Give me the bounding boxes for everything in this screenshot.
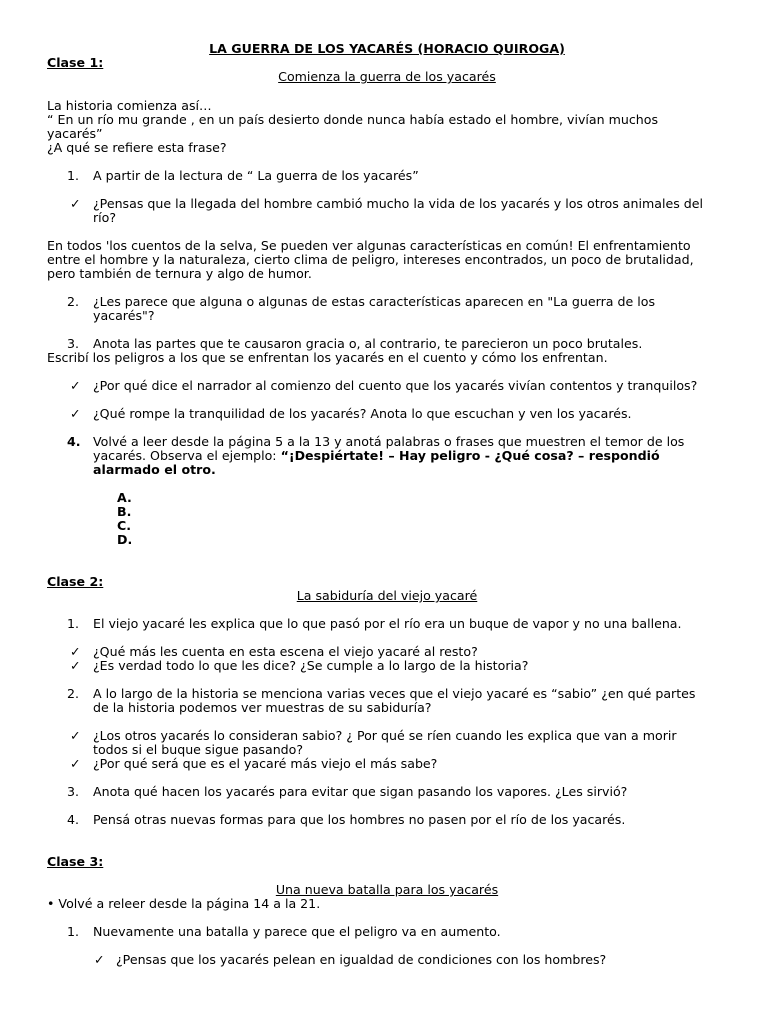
item-number: 4. [67,812,80,827]
clase-2-subtitle: La sabiduría del viejo yacaré [296,588,478,603]
quote-line-1: “ En un río mu grande , en un país desierto donde nunca había estado el hombre, vivían muchos [47,112,659,127]
item-text: ¿Qué rompe la tranquilidad de los yacarés? Anota lo que escuchan y ven los yacarés. [93,406,632,421]
list-item [47,785,727,799]
check-icon: ✓ [70,756,81,771]
instruction-text: Escribí los peligros a los que se enfrentan los yacarés en el cuento y cómo los enfrentan. [47,350,608,365]
list-item [47,687,727,715]
item-number: 1. [67,616,80,631]
item-text: Anota qué hacen los yacarés para evitar que sigan pasando los vapores. ¿Les sirvió? [93,784,628,799]
item-text: ¿Es verdad todo lo que les dice? ¿Se cumple a lo largo de la historia? [93,658,529,673]
letter-item: D. [117,532,133,547]
document-page [47,42,727,967]
item-number: 1. [67,924,80,939]
clase-2-label: Clase 2: [47,574,104,589]
item-text: yacarés"? [93,308,155,323]
check-item [47,407,727,421]
check-item [47,659,727,673]
list-item [47,813,727,827]
clase-3-label: Clase 3: [47,854,104,869]
letter-item: B. [117,504,132,519]
list-item [47,169,727,183]
check-icon: ✓ [94,952,105,967]
item-text: ¿Por qué será que es el yacaré más viejo el más sabe? [93,756,438,771]
letter-item: A. [117,490,132,505]
bullet-text: • Volvé a releer desde la página 14 a la 21. [47,896,321,911]
check-icon: ✓ [70,658,81,673]
clase-1-subtitle: Comienza la guerra de los yacarés [278,69,496,84]
list-item [47,295,727,323]
letter-item: C. [117,518,132,533]
check-icon: ✓ [70,728,81,743]
item-number: 2. [67,686,80,701]
item-number: 4. [67,434,81,449]
quote-line-2: yacarés” [47,126,103,141]
item-text: todos si el buque sigue pasando? [93,742,304,757]
item-text-part: yacarés. Observa el ejemplo: [93,448,281,463]
example-text: “¡Despiértate! – Hay peligro - ¿Qué cosa? – respondió [280,448,660,463]
item-text: ¿Pensas que los yacarés pelean en igualdad de condiciones con los hombres? [116,952,607,967]
clase-3-subtitle: Una nueva batalla para los yacarés [275,882,499,897]
example-text: alarmado el otro. [93,462,216,477]
item-text: Volvé a leer desde la página 5 a la 13 y anotá palabras o frases que muestren el temor de los [93,434,685,449]
check-item [47,197,727,225]
item-text: de la historia podemos ver muestras de su sabiduría? [93,700,432,715]
item-number: 3. [67,784,80,799]
check-item [47,379,727,393]
check-icon: ✓ [70,406,81,421]
item-text: A partir de la lectura de “ La guerra de los yacarés” [93,168,419,183]
check-item [47,953,727,967]
intro-text: La historia comienza así… [47,98,212,113]
document-title: LA GUERRA DE LOS YACARÉS (HORACIO QUIROGA) [209,41,565,56]
check-icon: ✓ [70,196,81,211]
item-text: ¿Pensas que la llegada del hombre cambió mucho la vida de los yacarés y los otros animales del [93,196,704,211]
list-item [47,617,727,631]
item-text: ¿Les parece que alguna o algunas de estas características aparecen en "La guerra de los [93,294,656,309]
item-text: El viejo yacaré les explica que lo que pasó por el río era un buque de vapor y no una ballena. [93,616,682,631]
item-text [93,449,727,463]
clase-1-label: Clase 1: [47,55,104,70]
item-text: Pensá otras nuevas formas para que los hombres no pasen por el río de los yacarés. [93,812,626,827]
item-number: 3. [67,336,80,351]
item-text: Nuevamente una batalla y parece que el peligro va en aumento. [93,924,501,939]
item-text: río? [93,210,117,225]
item-number: 2. [67,294,80,309]
paragraph-line: En todos 'los cuentos de la selva, Se pueden ver algunas características en común! El enfrentamiento [47,238,691,253]
check-icon: ✓ [70,378,81,393]
paragraph [47,239,727,281]
item-text: ¿Por qué dice el narrador al comienzo del cuento que los yacarés vivían contentos y tranquilos? [93,378,698,393]
paragraph-line: pero también de ternura y algo de humor. [47,266,312,281]
item-text: A lo largo de la historia se menciona varias veces que el viejo yacaré es “sabio” ¿en qué partes [93,686,696,701]
list-item [47,435,727,477]
letter-list [47,491,727,547]
list-item [47,337,727,351]
check-item [47,757,727,771]
item-text: Anota las partes que te causaron gracia o, al contrario, te parecieron un poco brutales. [93,336,643,351]
check-icon: ✓ [70,644,81,659]
item-text: ¿Qué más les cuenta en esta escena el viejo yacaré al resto? [93,644,478,659]
check-item [47,729,727,757]
paragraph-line: entre el hombre y la naturaleza, cierto clima de peligro, intereses encontrados, un poco de brutalidad, [47,252,694,267]
check-item [47,645,727,659]
item-number: 1. [67,168,80,183]
list-item [47,925,727,939]
item-text: ¿Los otros yacarés lo consideran sabio? ¿ Por qué se ríen cuando les explica que van a morir [93,728,677,743]
question-text: ¿A qué se refiere esta frase? [47,140,227,155]
